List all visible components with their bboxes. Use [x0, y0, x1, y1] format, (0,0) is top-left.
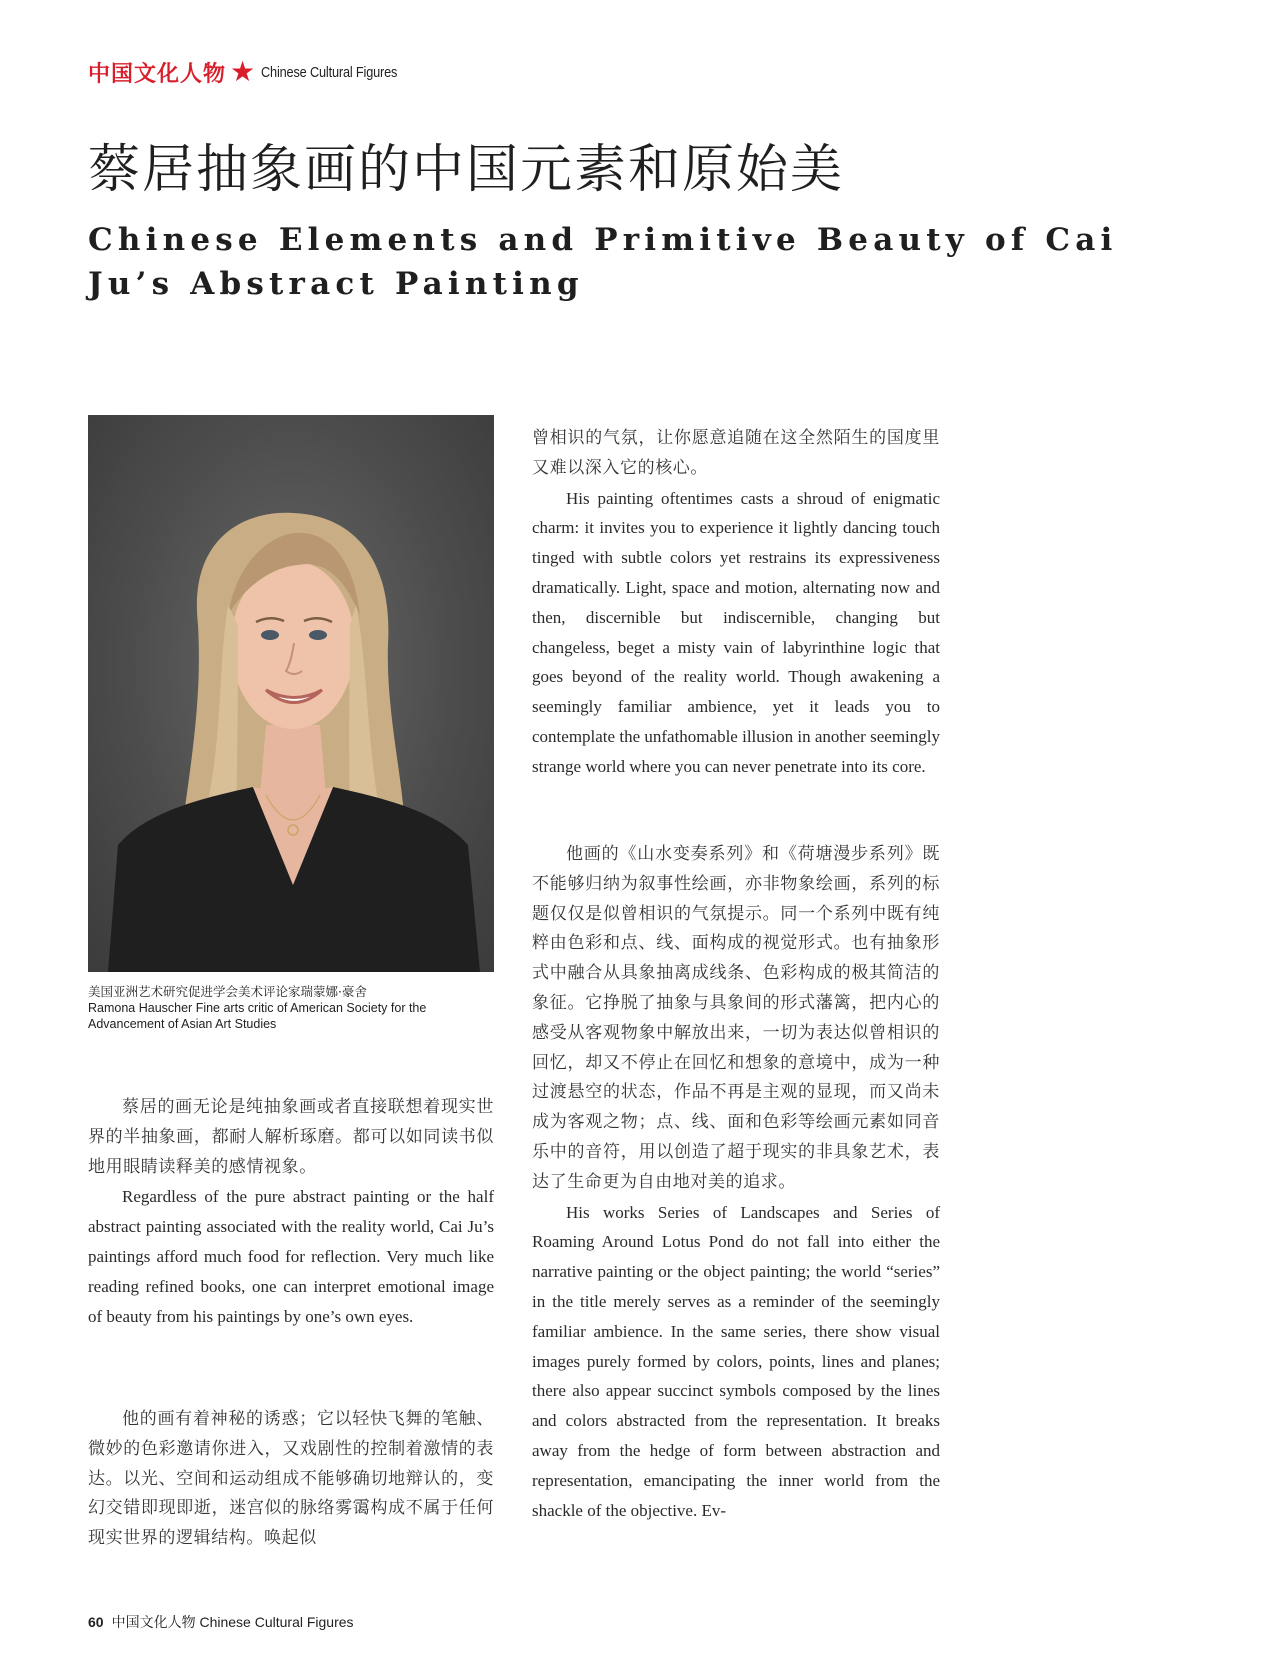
- right-column-lower: [532, 840, 940, 1525]
- left-column: [88, 1093, 494, 1331]
- right-column: [532, 424, 940, 782]
- paragraph-1-english: Regardless of the pure abstract painting or the half abstract painting associated with the reality world, Cai Ju’s paintings afford much food for reflection. Very much like reading refined books, one can interpret emotional image of beauty from his paintings by one’s own eyes.: [88, 1187, 494, 1326]
- paragraph-3-english: His works Series of Landscapes and Series of Roaming Around Lotus Pond do not fall into either the narrative painting or the object painting; the world “series” in the title merely serves as a reminder of the seemingly familiar ambience. In the same series, there show visual images purely formed by colors, points, lines and planes; there also appear succinct symbols composed by the lines and colors abstracted from the representation. It breaks away from the hedge of form between abstraction and representation, emancipating the inner world from the shackle of the objective. Ev-: [532, 1202, 940, 1520]
- paragraph-2-chinese: 他的画有着神秘的诱惑；它以轻快飞舞的笔触、微妙的色彩邀请你进入，又戏剧性的控制着激情的表达。以光、空间和运动组成不能够确切地辩认的，变幻交错即现即逝，迷宫似的脉络雾霭构成不属于任何现实世界的逻辑结构。唤起似: [88, 1409, 494, 1549]
- caption-english: Ramona Hauscher Fine arts critic of American Society for the Advancement of Asian Art Studies: [88, 1001, 427, 1031]
- paragraph-2-english: His painting oftentimes casts a shroud of enigmatic charm: it invites you to experience it lightly dancing touch tinged with subtle colors yet restrains its expressiveness dramatically. Light, space and motion, alternating now and then, discernible but indiscernible, changing but changeless, beget a misty vain of labyrinthine logic that goes beyond of the reality world. Though awakening a seemingly familiar ambience, yet it leads you to contemplate the unfathomable illusion in another seemingly strange world where you can never penetrate into its core.: [532, 488, 940, 776]
- paragraph-3-chinese: 他画的《山水变奏系列》和《荷塘漫步系列》既不能够归纳为叙事性绘画，亦非物象绘画，系列的标题仅仅是似曾相识的气氛提示。同一个系列中既有纯粹由色彩和点、线、面构成的视觉形式。也有抽象形式中融合从具象抽离成线条、色彩构成的极其简洁的象征。它挣脱了抽象与具象间的形式藩篱，把内心的感受从客观物象中解放出来，一切为表达似曾相识的回忆，却又不停止在回忆和想象的意境中，成为一种过渡悬空的状态，作品不再是主观的显现，而又尚未成为客观之物；点、线、面和色彩等绘画元素如同音乐中的音符，用以创造了超于现实的非具象艺术，表达了生命更为自由地对美的追求。: [532, 844, 940, 1192]
- footer-english: Chinese Cultural Figures: [199, 1614, 354, 1630]
- caption-chinese: 美国亚洲艺术研究促进学会美术评论家瑞蒙娜·豪舍: [88, 984, 367, 999]
- masthead: [88, 52, 421, 92]
- photo-caption: [88, 984, 498, 1032]
- masthead-subtitle: Chinese Cultural Figures: [261, 63, 398, 81]
- page-number: 60: [88, 1614, 104, 1630]
- portrait-photo: [88, 415, 494, 972]
- star-icon: ★: [230, 55, 256, 88]
- left-column-lower: [88, 1405, 494, 1554]
- paragraph-2-chinese-continued: 曾相识的气氛，让你愿意追随在这全然陌生的国度里又难以深入它的核心。: [532, 428, 940, 478]
- masthead-logo: 中国文化人物: [88, 60, 227, 87]
- article-title-chinese: 蔡居抽象画的中国元素和原始美: [88, 140, 845, 200]
- article-title-english: Chinese Elements and Primitive Beauty of Cai Ju’s Abstract Painting: [88, 222, 1118, 302]
- footer-chinese: 中国文化人物: [111, 1615, 196, 1631]
- page-footer: [88, 1612, 354, 1632]
- paragraph-1-chinese: 蔡居的画无论是纯抽象画或者直接联想着现实世界的半抽象画，都耐人解析琢磨。都可以如同读书似地用眼睛读释美的感情视象。: [88, 1097, 494, 1177]
